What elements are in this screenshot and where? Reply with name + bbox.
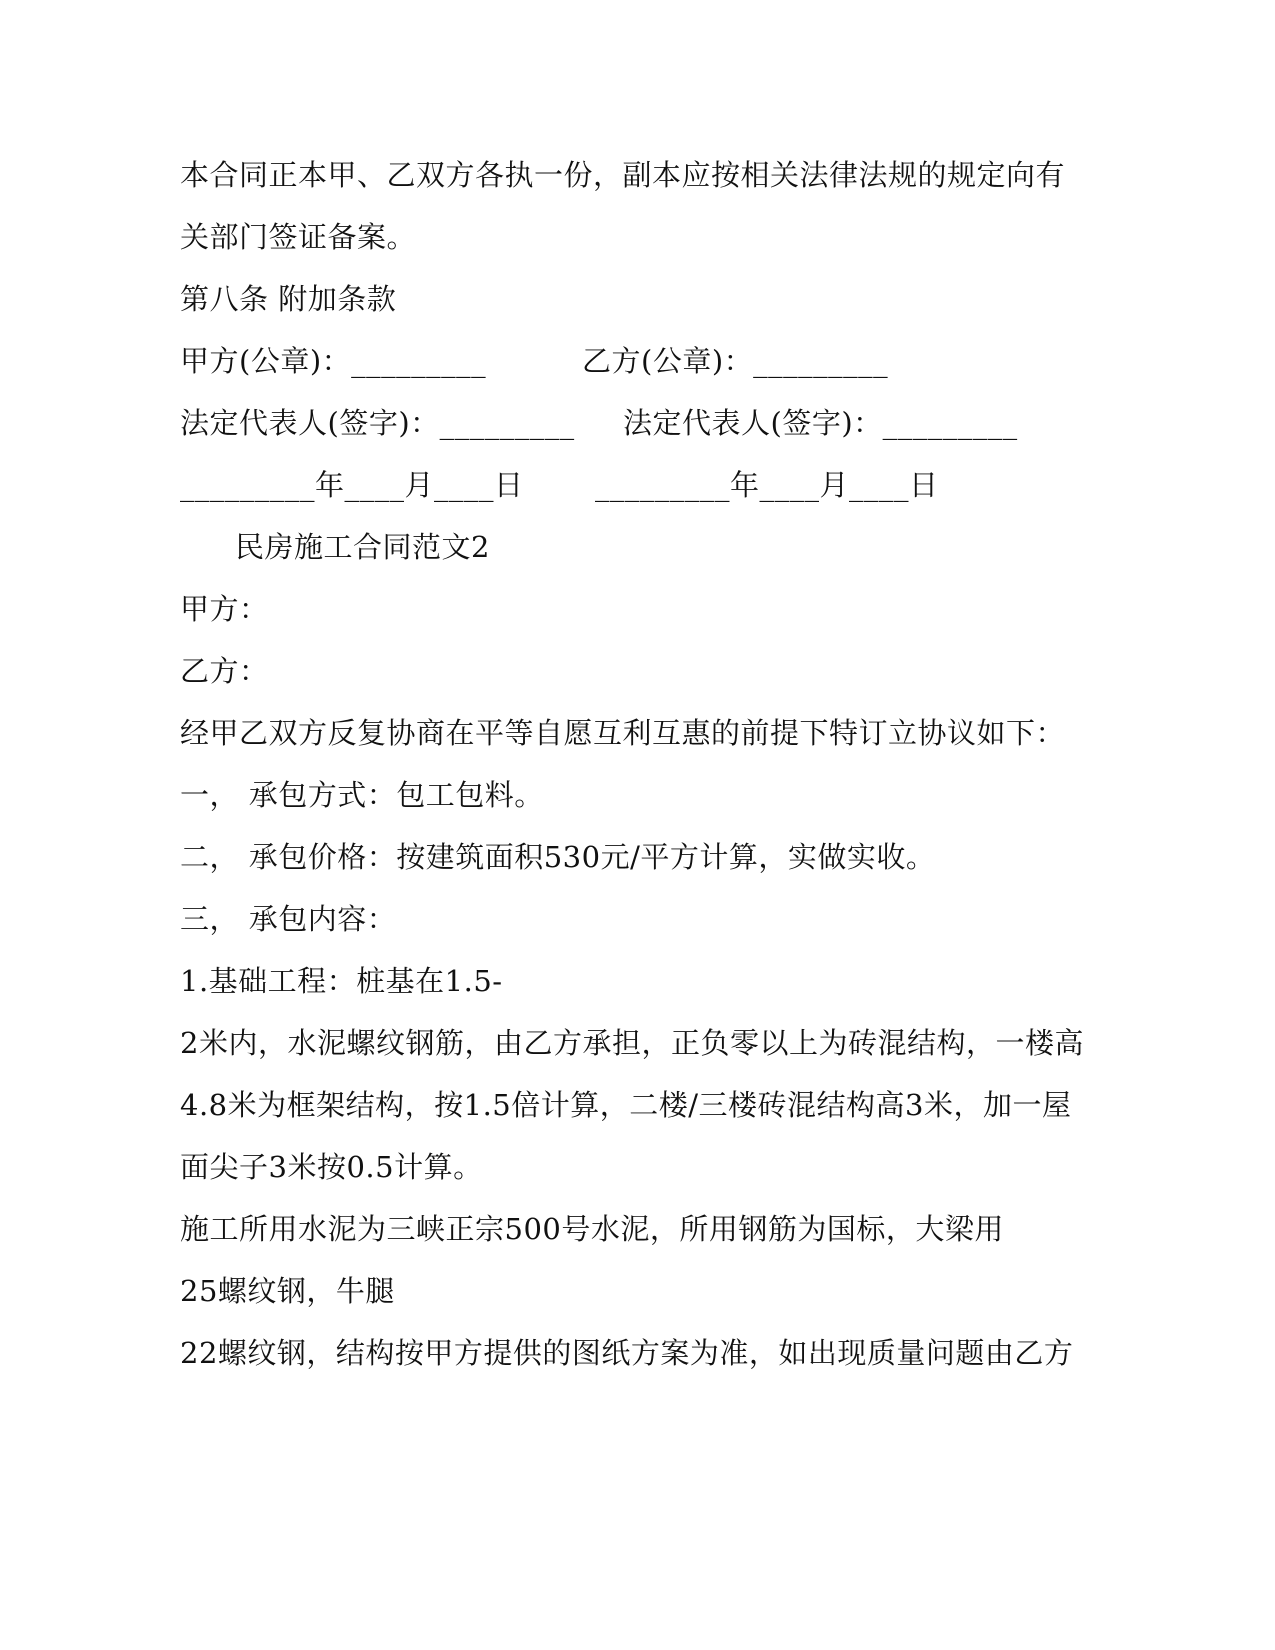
document-title: 民房施工合同范文2 (235, 530, 490, 564)
paragraph-line: 面尖子3米按0.5计算。 (180, 1150, 483, 1184)
clause-item: 三， 承包内容： (180, 902, 397, 936)
party-a-label: 甲方： (180, 592, 269, 626)
paragraph-line: 本合同正本甲、乙双方各执一份，副本应按相关法律法规的规定向有 (180, 158, 1066, 192)
paragraph-line: 2米内，水泥螺纹钢筋，由乙方承担，正负零以上为砖混结构，一楼高 (180, 1026, 1084, 1060)
party-b-representative-field: 法定代表人(签字)：_________ (623, 406, 1018, 440)
party-b-date-field: _________年____月____日 (595, 468, 939, 502)
party-b-seal-field: 乙方(公章)：_________ (582, 344, 889, 378)
party-a-date-field: _________年____月____日 (180, 468, 524, 502)
party-a-representative-field: 法定代表人(签字)：_________ (180, 406, 575, 440)
paragraph-line: 1.基础工程：桩基在1.5- (180, 964, 503, 998)
paragraph-line: 经甲乙双方反复协商在平等自愿互利互惠的前提下特订立协议如下： (180, 716, 1066, 750)
party-b-label: 乙方： (180, 654, 269, 688)
paragraph-line: 4.8米为框架结构，按1.5倍计算，二楼/三楼砖混结构高3米，加一屋 (180, 1088, 1072, 1122)
paragraph-line: 22螺纹钢，结构按甲方提供的图纸方案为准，如出现质量问题由乙方 (180, 1336, 1074, 1370)
clause-item: 二， 承包价格：按建筑面积530元/平方计算，实做实收。 (180, 840, 936, 874)
paragraph-line: 25螺纹钢，牛腿 (180, 1274, 395, 1308)
clause-item: 一， 承包方式：包工包料。 (180, 778, 544, 812)
article-heading: 第八条 附加条款 (180, 282, 397, 316)
paragraph-line: 施工所用水泥为三峡正宗500号水泥，所用钢筋为国标，大梁用 (180, 1212, 1004, 1246)
party-a-seal-field: 甲方(公章)：_________ (180, 344, 487, 378)
paragraph-line: 关部门签证备案。 (180, 220, 417, 254)
